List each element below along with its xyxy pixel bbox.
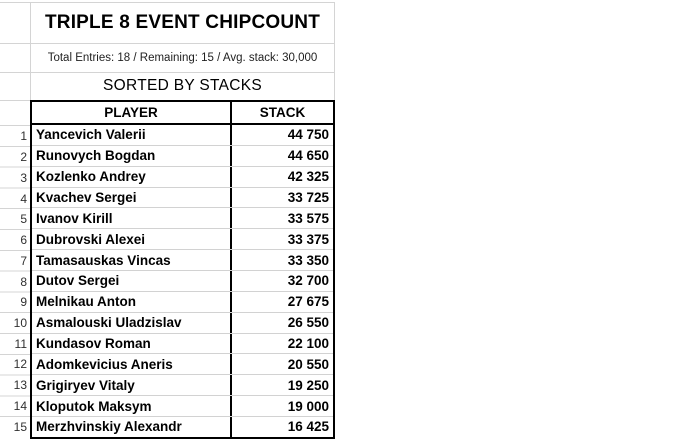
player-name-cell: Runovych Bogdan [32,146,232,166]
player-name-cell: Yancevich Valerii [32,125,232,145]
stack-value-cell: 19 250 [287,377,329,393]
stack-value-cell: 27 675 [287,294,329,310]
stack-value-cell: 42 325 [287,169,329,185]
table-row [32,207,333,228]
row-number: 12 [13,357,27,372]
row-number: 9 [20,295,27,310]
table-row [32,395,333,416]
row-number: 3 [20,170,27,185]
table-row [32,125,333,145]
table-row [32,291,333,312]
row-number: 10 [13,315,27,330]
player-name-cell: Merzhvinskiy Alexandr [32,417,232,437]
player-name-cell: Asmalouski Uladzislav [32,313,232,333]
sheet-title: TRIPLE 8 EVENT CHIPCOUNT [44,12,321,33]
player-name-cell: Melnikau Anton [32,292,232,312]
table-row [32,228,333,249]
row-number-column [0,125,30,437]
player-name-cell: Ivanov Kirill [32,208,232,228]
table-row [32,249,333,270]
player-name-cell: Kloputok Maksym [32,396,232,416]
table-row [32,270,333,291]
row-number: 7 [20,253,27,268]
table-row [32,312,333,333]
row-number: 1 [20,129,27,144]
stack-value-cell: 32 700 [287,273,329,289]
player-name-cell: Dubrovski Alexei [32,229,232,249]
chipcount-table [30,100,335,439]
stack-value-cell: 22 100 [287,336,329,352]
table-body [32,125,333,437]
row-number: 2 [20,150,27,165]
row-number: 14 [13,398,27,413]
player-name-cell: Tamasauskas Vincas [32,250,232,270]
stack-value-cell: 26 550 [287,315,329,331]
stack-value-cell: 16 425 [287,419,329,435]
table-row [32,333,333,354]
row-number: 13 [13,378,27,393]
row-number: 15 [13,419,27,434]
stack-value-cell: 19 000 [287,398,329,414]
stack-value-cell: 44 650 [287,148,329,164]
stack-column-header: STACK [259,105,306,120]
player-name-cell: Dutov Sergei [32,271,232,291]
gridline-header-left [0,100,30,101]
stack-value-cell: 20 550 [287,356,329,372]
table-row [32,416,333,437]
player-name-cell: Kvachev Sergei [32,188,232,208]
player-name-cell: Adomkevicius Aneris [32,354,232,374]
stack-value-cell: 44 750 [287,127,329,143]
player-name-cell: Kundasov Roman [32,334,232,354]
stack-value-cell: 33 575 [287,210,329,226]
table-row [32,353,333,374]
row-number: 5 [20,212,27,227]
sort-label: SORTED BY STACKS [103,77,262,94]
stack-value-cell: 33 725 [287,190,329,205]
row-number: 6 [20,233,27,248]
stack-value-cell: 33 375 [287,231,329,247]
table-row [32,187,333,208]
row-number: 11 [14,336,27,351]
player-column-header: PLAYER [32,102,232,123]
tournament-stats-line: Total Entries: 18 / Remaining: 15 / Avg. stack: 30,000 [47,51,318,64]
player-name-cell: Kozlenko Andrey [32,167,232,187]
table-row [32,166,333,187]
row-number: 8 [20,274,27,289]
table-row [32,145,333,166]
table-header-row [32,102,333,125]
row-number: 4 [20,191,27,206]
stack-value-cell: 33 350 [287,252,329,268]
player-name-cell: Grigiryev Vitaly [32,375,232,395]
table-row [32,374,333,395]
